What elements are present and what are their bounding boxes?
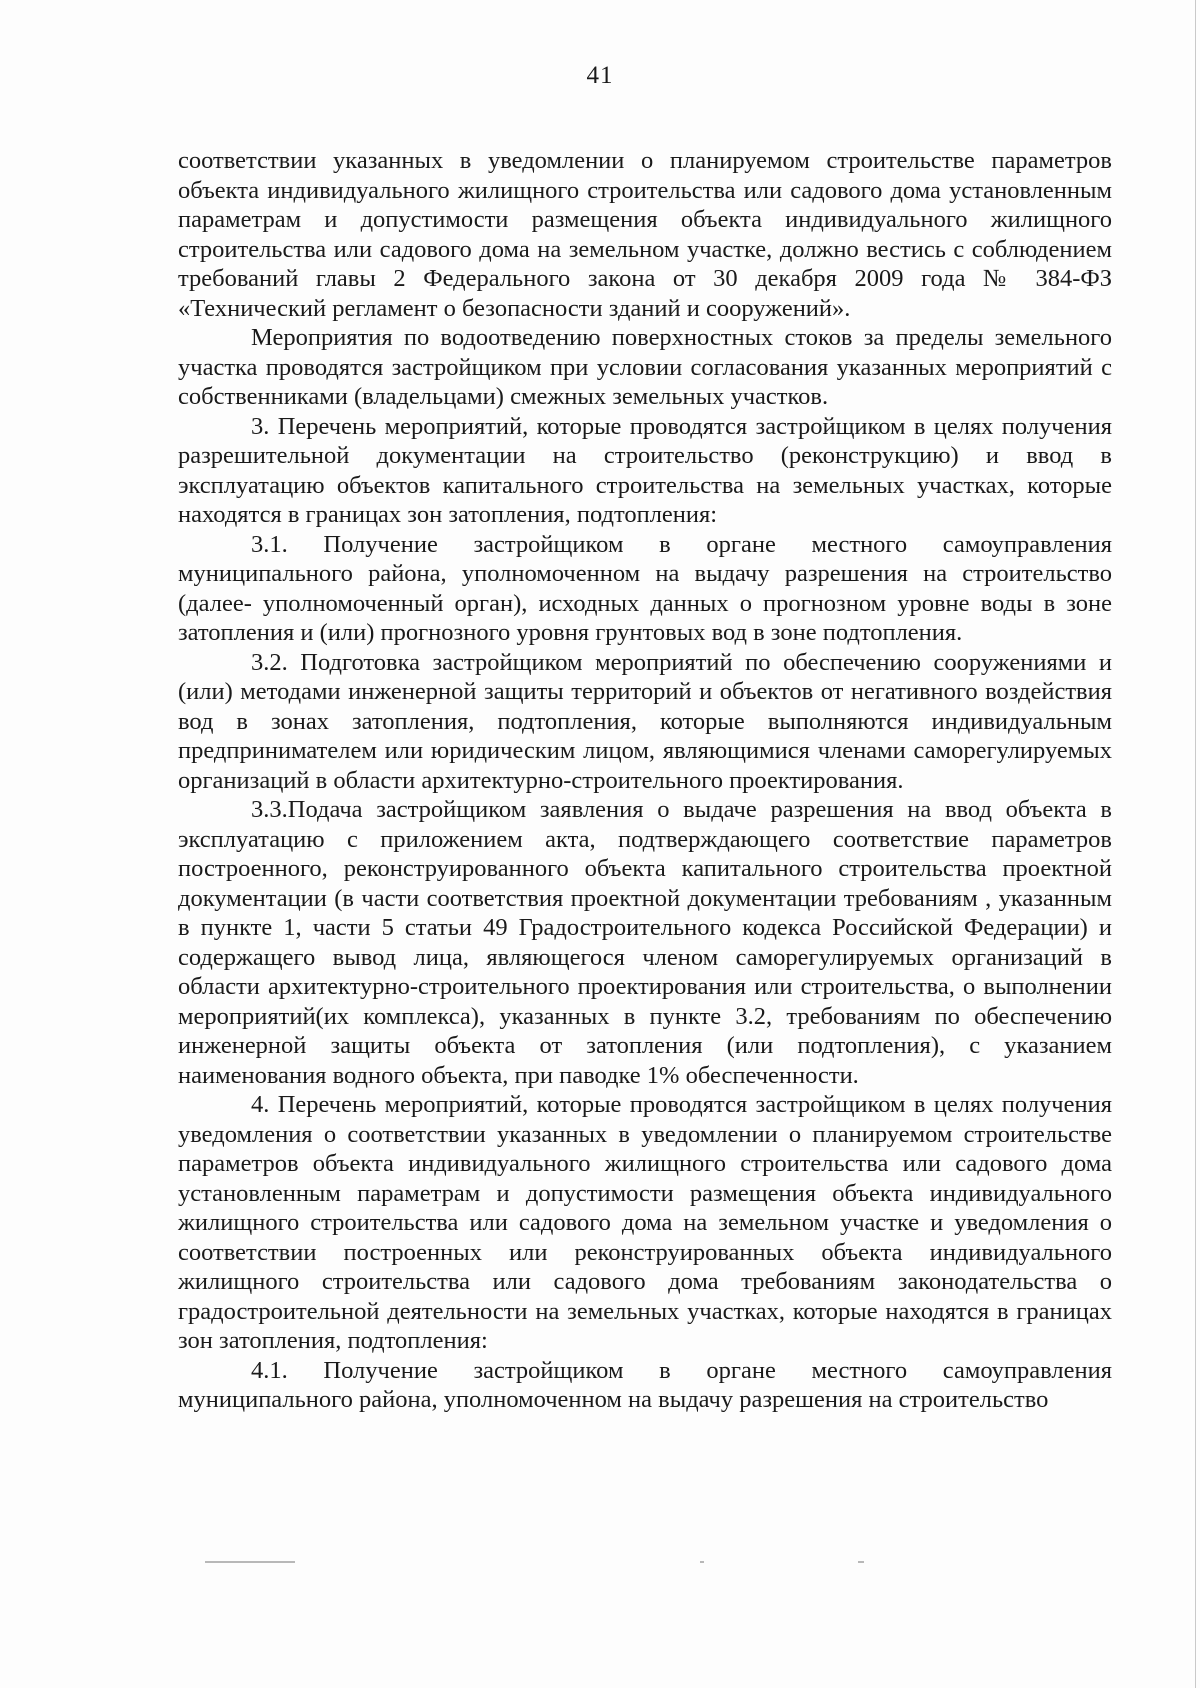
paragraph-section-4: 4. Перечень мероприятий, которые проводятся застройщиком в целях получения уведомления о соответствии указанных в уведомлении о планируемом строительстве параметров объекта индивидуального жилищного строительства или садового дома установленным параметрам и допустимости размещения объекта индивидуального жилищного строительства или садового дома на земельном участке и уведомления о соответствии построенных или реконструированных объекта индивидуального жилищного строительства или садового дома требованиям законодательства о градостроительной деятельности на земельных участках, которые находятся в границах зон затопления, подтопления: [178, 1091, 1112, 1354]
paragraph-section-3: 3. Перечень мероприятий, которые проводятся застройщиком в целях получения разрешительной документации на строительство (реконструкцию) и ввод в эксплуатацию объектов капитального строительства на земельных участках, которые находятся в границах зон затопления, подтопления: [178, 412, 1112, 528]
document-body [178, 146, 1112, 1415]
paragraph-item-3-1: 3.1. Получение застройщиком в органе местного самоуправления муниципального района, уполномоченном на выдачу разрешения на строительство (далее- уполномоченный орган), исходных данных о прогнозном уровне воды в зоне затопления и (или) прогнозного уровня грунтовых вод в зоне подтопления. [178, 530, 1112, 646]
scan-speck [858, 1561, 864, 1563]
paragraph-item-3-2: 3.2. Подготовка застройщиком мероприятий по обеспечению сооружениями и (или) методами инженерной защиты территорий и объектов от негативного воздействия вод в зонах затопления, подтопления, которые выполняются индивидуальным предпринимателем или юридическим лицом, являющимися членами саморегулируемых организаций в области архитектурно-строительного проектирования. [178, 648, 1112, 794]
paragraph-item-4-1: 4.1. Получение застройщиком в органе местного самоуправления муниципального района, уполномоченном на выдачу разрешения на строительство [178, 1356, 1112, 1413]
scan-speck [700, 1561, 704, 1563]
paragraph-item-3-3: 3.3.Подача застройщиком заявления о выдаче разрешения на ввод объекта в эксплуатацию с приложением акта, подтверждающего соответствие параметров построенного, реконструированного объекта капитального строительства проектной документации (в части соответствия проектной документации требованиям , указанным в пункте 1, части 5 статьи 49 Градостроительного кодекса Российской Федерации) и содержащего вывод лица, являющегося членом саморегулируемых организаций в области архитектурно-строительного проектирования или строительства, о выполнении мероприятий(их комплекса), указанных в пункте 3.2, требованиям по обеспечению инженерной защиты объекта от затопления (или подтопления), с указанием наименования водного объекта, при паводке 1% обеспеченности. [178, 796, 1112, 1089]
scan-edge-line [1195, 0, 1196, 1688]
paragraph-drainage: Мероприятия по водоотведению поверхностных стоков за пределы земельного участка проводятся застройщиком при условии согласования указанных мероприятий с собственниками (владельцами) смежных земельных участков. [178, 324, 1112, 410]
page-number: 41 [586, 62, 614, 89]
paragraph-continuation: соответствии указанных в уведомлении о планируемом строительстве параметров объекта индивидуального жилищного строительства или садового дома установленным параметрам и допустимости размещения объекта индивидуального жилищного строительства или садового дома на земельном участке, должно вестись с соблюдением требований главы 2 Федерального закона от 30 декабря 2009 года № 384-ФЗ «Технический регламент о безопасности зданий и сооружений». [178, 147, 1112, 322]
scan-speck [205, 1561, 295, 1563]
